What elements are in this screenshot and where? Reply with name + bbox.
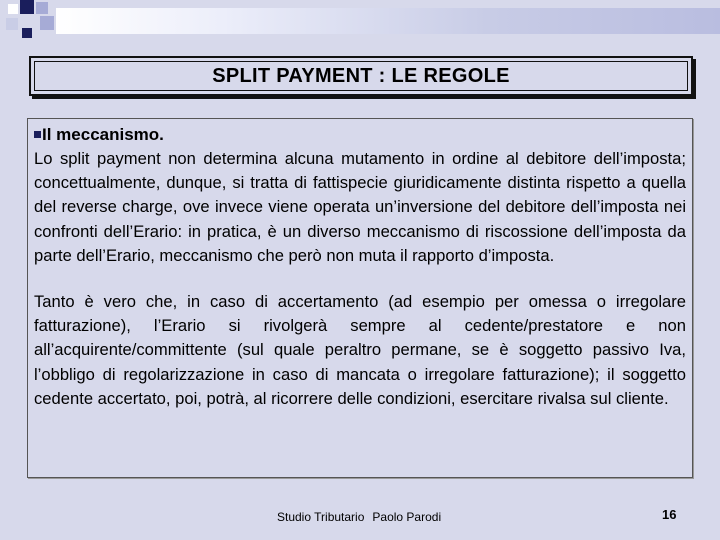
header-gradient-bar bbox=[56, 8, 720, 34]
corner-square-navy-2 bbox=[22, 28, 32, 38]
corner-square-lavender bbox=[36, 2, 48, 14]
content-frame bbox=[27, 118, 693, 478]
corner-square-lavender-2 bbox=[40, 16, 54, 30]
footer-author: Paolo Parodi bbox=[372, 510, 442, 524]
paragraph-2: Tanto è vero che, in caso di accertamento (ad esempio per omessa o irregolare fatturazione), l’Erario si rivolgerà sempre al cedente/prestatore e non all’acquirente/committente (sul quale peraltro permane, se è soggetto passivo Iva, l’obbligo di regolarizzazione in caso di mancata o irregolare fatturazione); il soggetto cedente accertato, poi, potrà, al ricorrere delle condizioni, esercitare rivalsa sul cliente. bbox=[34, 292, 686, 408]
footer bbox=[277, 510, 441, 524]
title-frame bbox=[29, 56, 693, 96]
paragraph-1: Lo split payment non determina alcuna mutamento in ordine al debitore dell’imposta; concettualmente, dunque, si tratta di fattispecie giuridicamente distinta rispetto a quella del reverse charge, ove invece viene operata un’inversione del debitore dell’imposta nei confronti dell’Erario: in pratica, è un diverso meccanismo di riscossione dell’imposta da parte dell’Erario, meccanismo che però non muta il rapporto d’imposta. bbox=[34, 149, 686, 265]
footer-org: Studio Tributario bbox=[277, 510, 365, 524]
corner-square-white bbox=[8, 4, 18, 14]
square-bullet-icon bbox=[34, 131, 41, 138]
corner-square-pale bbox=[6, 18, 18, 30]
page-number: 16 bbox=[662, 507, 677, 522]
corner-square-navy bbox=[20, 0, 34, 14]
section-heading bbox=[34, 123, 686, 147]
slide-title: SPLIT PAYMENT : LE REGOLE bbox=[212, 64, 510, 87]
section-heading-text: Il meccanismo. bbox=[42, 125, 164, 144]
